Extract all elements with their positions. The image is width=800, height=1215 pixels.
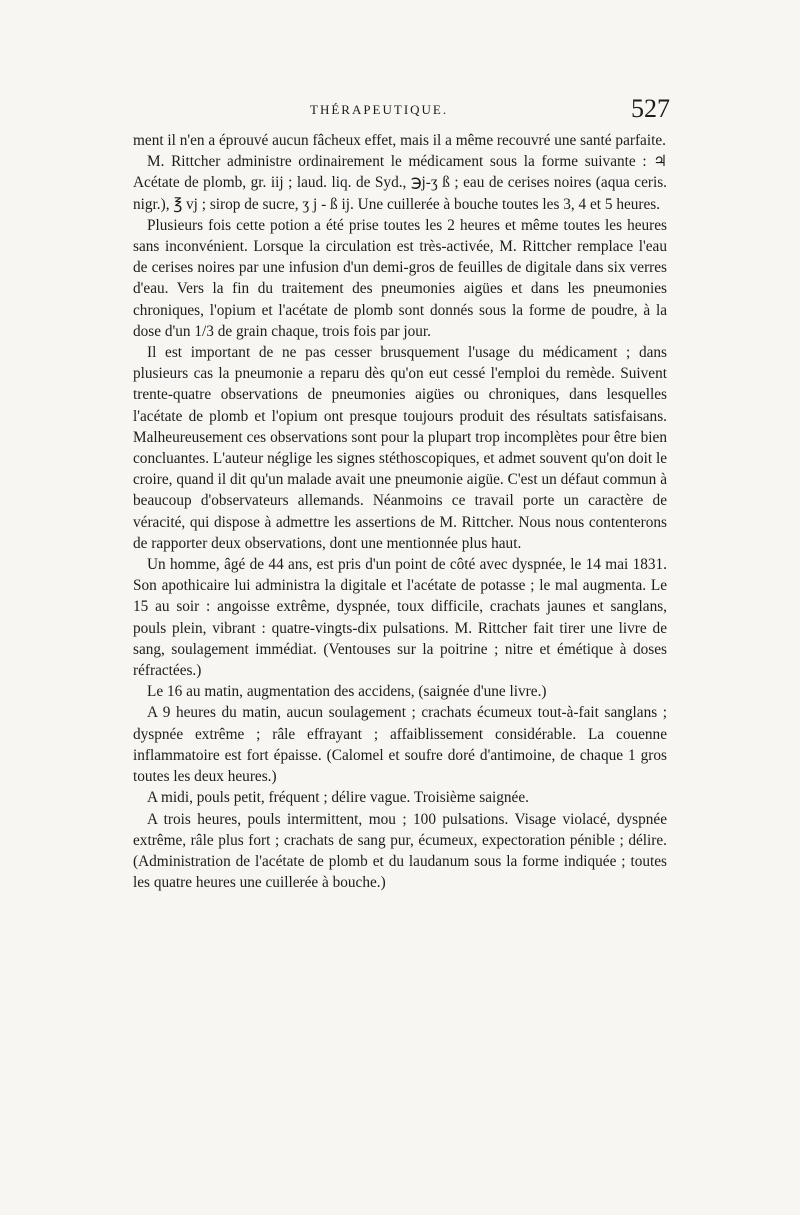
paragraph: ment il n'en a éprouvé aucun fâcheux effet, mais il a même recouvré une santé parfaite. xyxy=(133,132,666,149)
paragraph: M. Rittcher administre ordinairement le médicament sous la forme suivante : ♃ Acétate de plomb, gr. iij ; laud. liq. de Syd., ℈j-ʒ ß ; eau de cerises noires (aqua ceris. nigr.), ℥ vj ; sirop de sucre, ʒ j - ß ij. Une cuillerée à bouche toutes les 3, 4 et 5 heures. xyxy=(133,153,667,213)
paragraph: Un homme, âgé de 44 ans, est pris d'un point de côté avec dyspnée, le 14 mai 1831. Son apothicaire lui administra la digitale et l'acétate de potasse ; le mal augmenta. Le 15 au soir : angoisse extrême, dyspnée, toux difficile, crachats jaunes et sanglans, pouls plein, vibrant : quatre-vingts-dix pulsations. M. Rittcher fait tirer une livre de sang, soulagement immédiat. (Ventouses sur la poitrine ; nitre et émétique à doses réfractées.) xyxy=(133,556,667,680)
body-text xyxy=(133,130,667,893)
paragraph: Plusieurs fois cette potion a été prise toutes les 2 heures et même toutes les heures sans inconvénient. Lorsque la circulation est très-activée, M. Rittcher remplace l'eau de cerises noires par une infusion d'un demi-gros de feuilles de digitale dans six verres d'eau. Vers la fin du traitement des pneumonies aigües et dans les pneumonies chroniques, l'opium et l'acétate de plomb sont donnés sous la forme de poudre, à la dose d'un 1/3 de grain chaque, trois fois par jour. xyxy=(133,216,667,340)
paragraph: A trois heures, pouls intermittent, mou ; 100 pulsations. Visage violacé, dyspnée extrême, râle plus fort ; crachats de sang pur, écumeux, expectoration pénible ; délire. (Administration de l'acétate de plomb et du laudanum sous la forme indiquée ; toutes les quatre heures une cuillerée à bouche.) xyxy=(133,810,667,892)
running-title: THÉRAPEUTIQUE. xyxy=(310,102,449,117)
page-number: 527 xyxy=(631,94,670,123)
paragraph: Le 16 au matin, augmentation des accidens, (saignée d'une livre.) xyxy=(147,683,547,701)
paragraph: A 9 heures du matin, aucun soulagement ; crachats écumeux tout-à-fait sanglans ; dyspnée extrême ; râle effrayant ; affaiblissement considérable. La couenne inflammatoire est fort épaisse. (Calomel et soufre doré d'antimoine, de chaque 1 gros toutes les deux heures.) xyxy=(133,704,667,786)
paragraph: A midi, pouls petit, fréquent ; délire vague. Troisième saignée. xyxy=(147,789,529,807)
running-head xyxy=(130,94,670,128)
paragraph: Il est important de ne pas cesser brusquement l'usage du médicament ; dans plusieurs cas la pneumonie a reparu dès qu'on eut cessé l'emploi du remède. Suivent trente-quatre observations de pneumonies aigües ou chroniques, dans lesquelles l'acétate de plomb et l'opium ont presque toujours produit des résultats satisfaisans. Malheureusement ces observations sont pour la plupart trop incomplètes pour être bien concluantes. L'auteur néglige les signes stéthoscopiques, et admet souvent qu'on doit le croire, quand il dit qu'un malade avait une pneumonie aigüe. C'est un défaut commun à beaucoup d'observateurs allemands. Néanmoins ce travail porte un caractère de véracité, qui dispose à admettre les assertions de M. Rittcher. Nous nous contenterons de rapporter deux observations, dont une mentionnée plus haut. xyxy=(133,344,667,552)
